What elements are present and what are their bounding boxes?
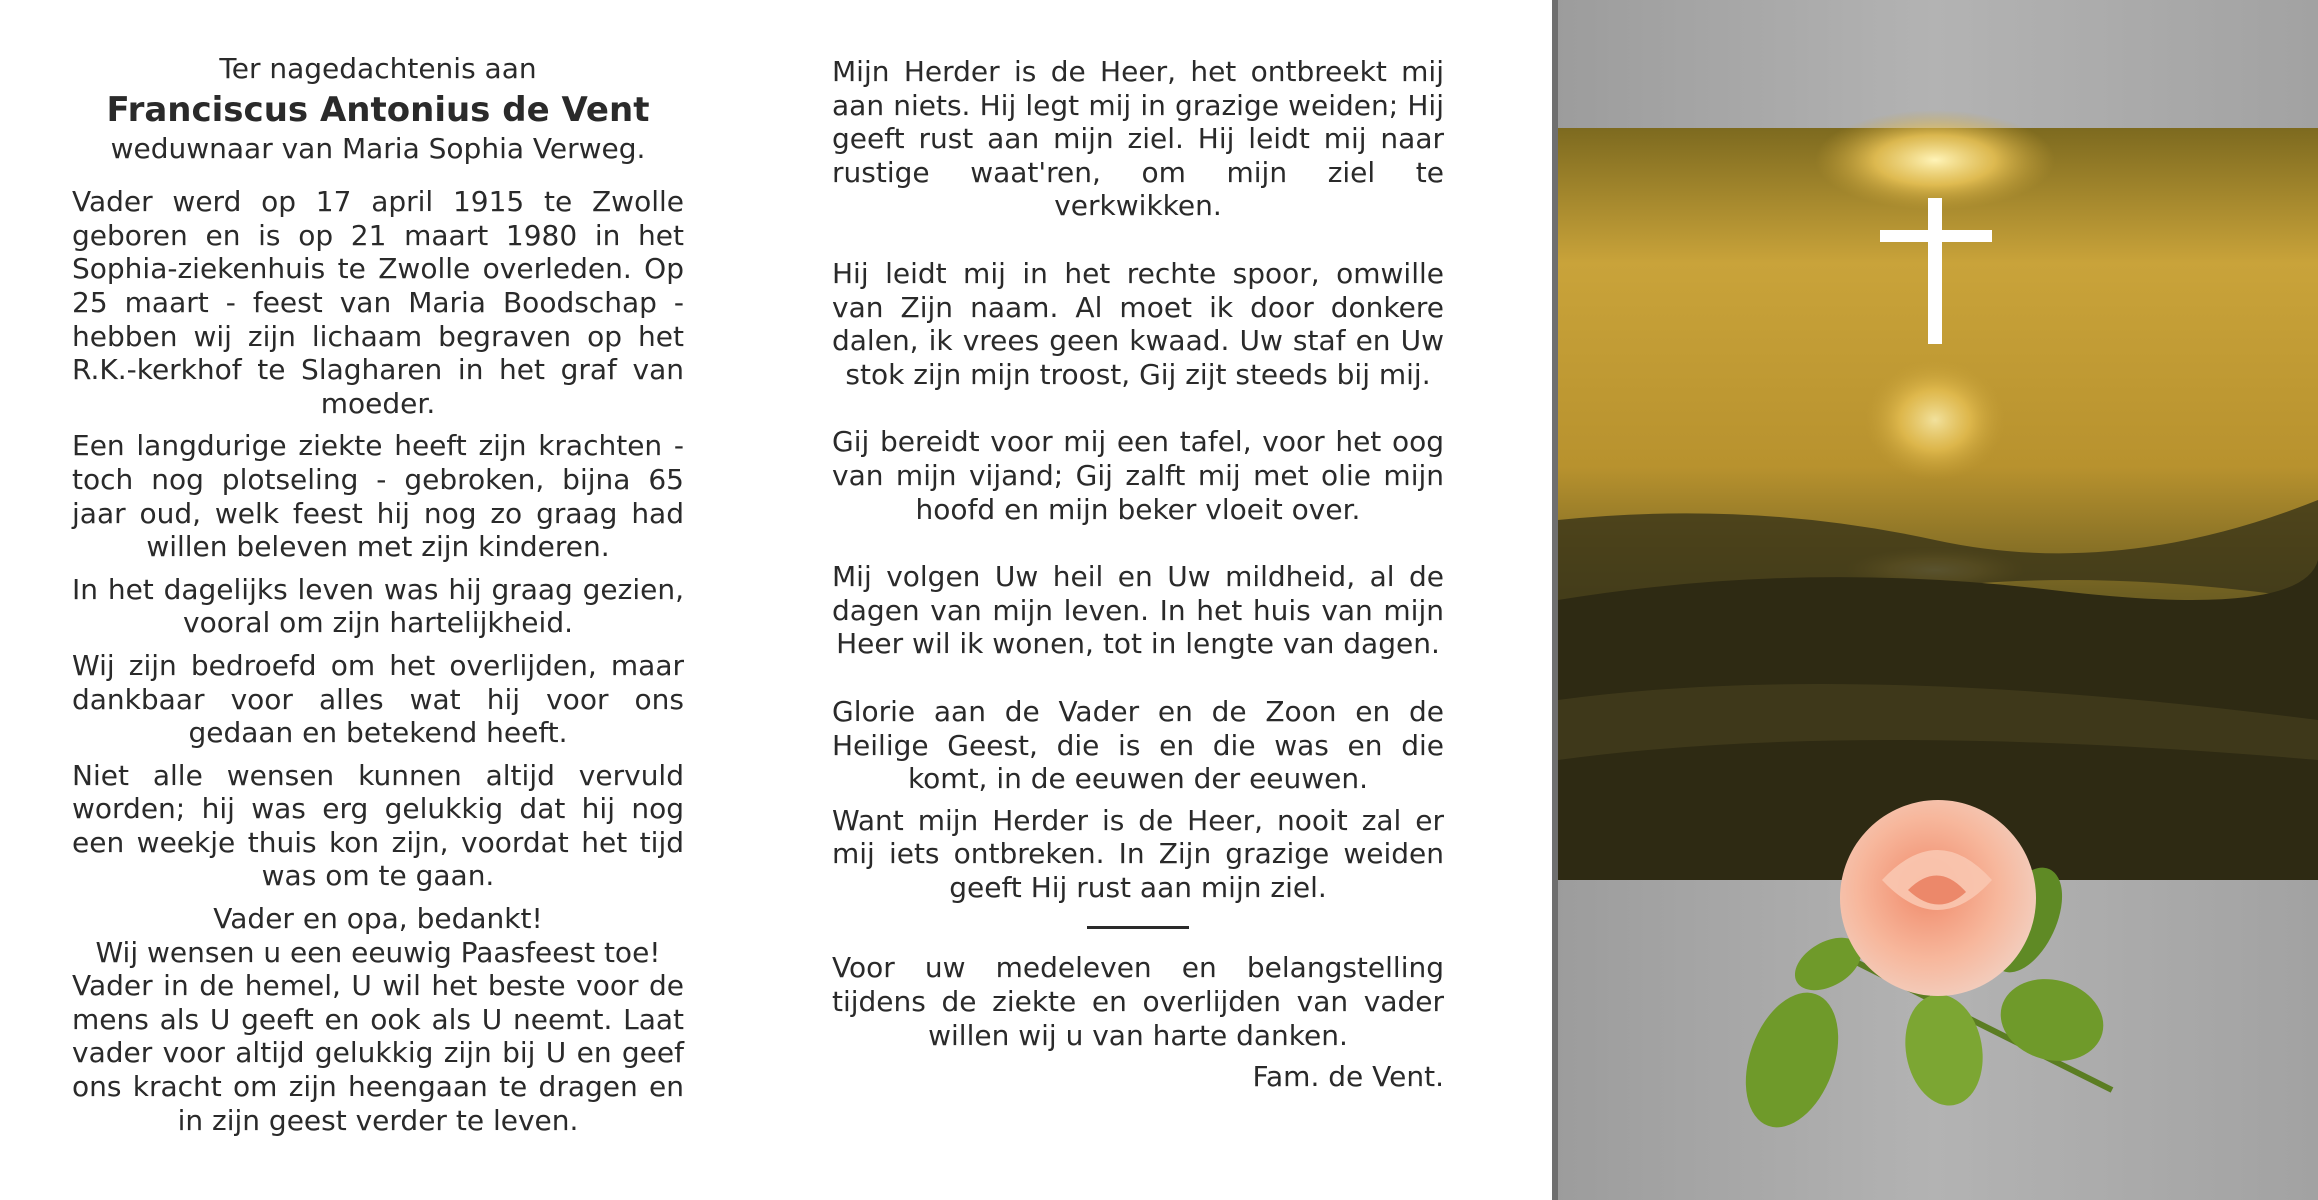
widower-line: weduwnaar van Maria Sophia Verweg. xyxy=(110,131,646,165)
family-signature: Fam. de Vent. xyxy=(1252,1060,1444,1094)
easter-wish-line: Wij wensen u een eeuwig Paasfeest toe! xyxy=(95,935,661,969)
psalm-stanza-4: Mij volgen Uw heil en Uw mildheid, al de dagen van mijn leven. In het huis van mijn Heer wil ik wonen, tot in lengte van dagen. xyxy=(832,560,1444,661)
thanks-paragraph: Voor uw medeleven en belangstelling tijdens de ziekte en overlijden van vader willen wij u van harte danken. xyxy=(832,951,1444,1052)
divider-line xyxy=(1087,926,1189,929)
refrain-paragraph: Want mijn Herder is de Heer, nooit zal er mij iets ontbreken. In Zijn grazige weiden geeft Hij rust aan mijn ziel. xyxy=(832,803,1444,904)
character-paragraph: In het dagelijks leven was hij graag gezien, vooral om zijn hartelijkheid. xyxy=(72,572,684,640)
psalm-stanza-1: Mijn Herder is de Heer, het ontbreekt mij aan niets. Hij legt mij in grazige weiden; Hij geeft rust aan mijn ziel. Hij leidt mij naar rustige waat'ren, om mijn ziel te verkwikken. xyxy=(832,55,1444,223)
gloria-paragraph: Glorie aan de Vader en de Zoon en de Heilige Geest, die is en die was en die komt, in de eeuwen der eeuwen. xyxy=(832,694,1444,796)
illness-paragraph: Een langdurige ziekte heeft zijn krachten - toch nog plotseling - gebroken, bijna 65 jaar oud, welk feest hij nog zo graag had willen beleven met zijn kinderen. xyxy=(72,429,684,564)
wishes-paragraph: Niet alle wensen kunnen altijd vervuld worden; hij was erg gelukkig dat hij nog een weekje thuis kon zijn, voordat het tijd was om te gaan. xyxy=(72,758,684,893)
psalm-stanza-3: Gij bereidt voor mij een tafel, voor het oog van mijn vijand; Gij zalft mij met olie mijn hoofd en mijn beker vloeit over. xyxy=(832,425,1444,526)
psalm-stanza-2: Hij leidt mij in het rechte spoor, omwille van Zijn naam. Al moet ik door donkere dalen, ik vrees geen kwaad. Uw staf en Uw stok zijn mijn troost, Gij zijt steeds bij mij. xyxy=(832,256,1444,391)
biography-paragraph: Vader werd op 17 april 1915 te Zwolle geboren en is op 21 maart 1980 in het Sophia-ziekenhuis te Zwolle overleden. Op 25 maart - feest van Maria Boodschap - hebben wij zijn lichaam begraven op het R.K.-kerkhof te Slagharen in het graf van moeder. xyxy=(72,185,684,420)
left-column xyxy=(72,0,684,1137)
sunset-cross-rose-image xyxy=(1552,0,2318,1200)
gratitude-paragraph: Wij zijn bedroefd om het overlijden, maar dankbaar voor alles wat hij voor ons gedaan en betekend heeft. xyxy=(72,648,684,750)
thank-you-line: Vader en opa, bedankt! xyxy=(213,902,543,936)
prayer-paragraph: Vader in de hemel, U wil het beste voor de mens als U geeft en ook als U neemt. Laat vader voor altijd gelukkig zijn bij U en geef ons kracht om zijn heengaan te dragen en in zijn geest verder te leven. xyxy=(72,969,684,1137)
deceased-name: Franciscus Antonius de Vent xyxy=(106,89,650,130)
intro-line: Ter nagedachtenis aan xyxy=(219,52,537,85)
middle-column xyxy=(832,0,1444,1094)
card-illustration xyxy=(1552,0,2318,1200)
